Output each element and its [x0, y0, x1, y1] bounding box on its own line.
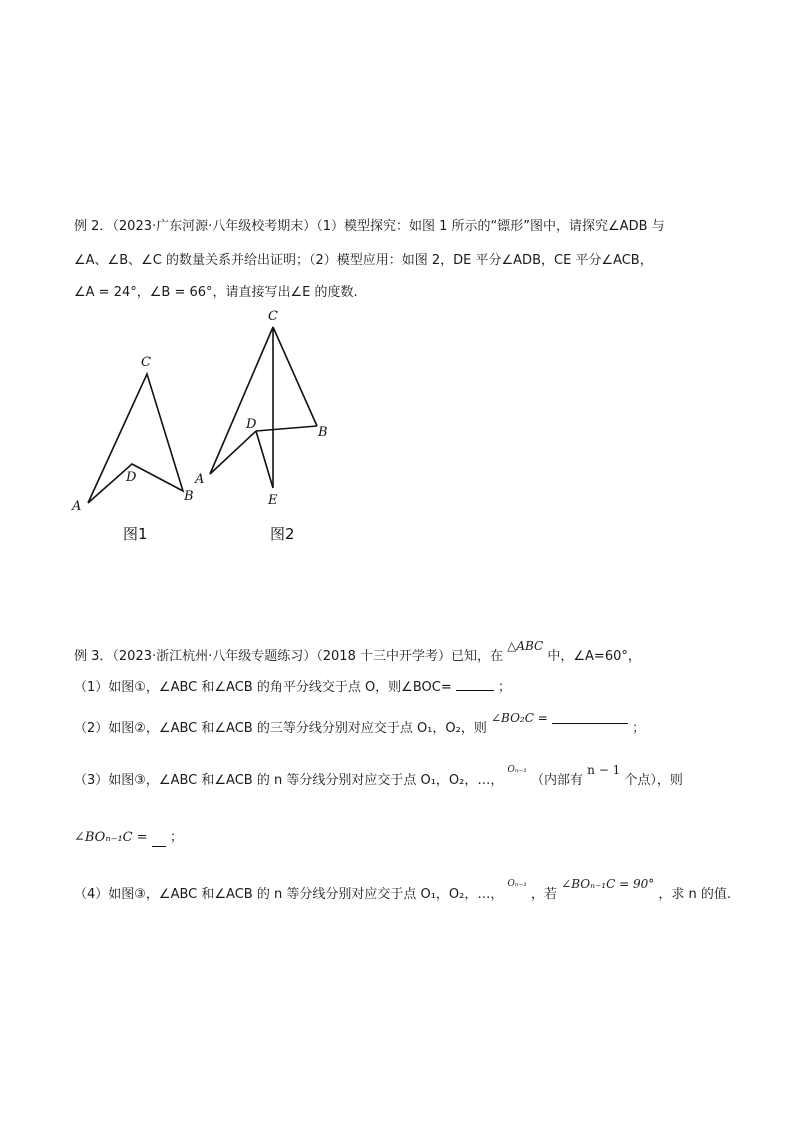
fig1-label-B: B	[184, 489, 194, 504]
q1-text: （1）如图①，∠ABC 和∠ACB 的角平分线交于点 O，则∠BOC=	[74, 680, 452, 695]
ex3-q3b	[74, 826, 183, 848]
q1-answer-blank[interactable]	[456, 676, 494, 691]
q2-math: ∠BO₂C =	[490, 711, 548, 725]
ex2-line-2: ∠A、∠B、∠C 的数量关系并给出证明；（2）模型应用：如图 2，DE 平分∠ADB，CE 平分∠ACB，	[74, 253, 653, 268]
fig2-label-D: D	[246, 417, 257, 432]
fig2-label-A: A	[195, 472, 205, 487]
fig1-label-D: D	[126, 470, 137, 485]
ex2-line-1: 例 2．（2023·广东河源·八年级校考期末）（1）模型探究：如图 1 所示的“镖形”图中，请探究∠ADB 与	[74, 219, 665, 234]
q3-on: Oₙ₋₁	[507, 765, 527, 775]
ex3-intro-angle: 中，∠A=60°，	[547, 649, 641, 664]
ex2-line-3: ∠A = 24°，∠B = 66°，请直接写出∠E 的度数.	[74, 285, 358, 300]
q4-math: ∠BOₙ₋₁C = 90°	[561, 877, 655, 891]
ex3-q1	[74, 676, 511, 698]
q4-on: Oₙ₋₁	[507, 879, 527, 889]
ex3-q3	[74, 763, 683, 792]
q3-end: 个点），则	[624, 773, 683, 788]
q4-mid: ，若	[531, 887, 558, 902]
q3-answer-blank[interactable]	[152, 832, 166, 847]
ex3-intro-text: 例 3．（2023·浙江杭州·八年级专题练习）（2018 十三中开学考）已知，在	[74, 649, 503, 664]
figure-2	[0, 0, 800, 560]
q4-end: ，求 n 的值.	[658, 887, 732, 902]
ex3-triangle: △ABC	[507, 639, 544, 653]
fig1-caption: 图1	[123, 525, 148, 543]
fig2-label-B: B	[318, 425, 328, 440]
q2-answer-blank[interactable]	[552, 709, 628, 724]
ex3-q4	[74, 877, 732, 906]
ex3-q2	[74, 711, 646, 739]
q3b-math: ∠BOₙ₋₁C =	[74, 830, 148, 845]
fig2-caption: 图2	[270, 525, 295, 543]
ex3-intro	[74, 639, 641, 667]
q2-text: （2）如图②，∠ABC 和∠ACB 的三等分线分别对应交于点 O₁，O₂，则	[74, 721, 487, 736]
fig1-label-C: C	[141, 355, 151, 370]
q4-text: （4）如图③，∠ABC 和∠ACB 的 n 等分线分别对应交于点 O₁，O₂，…，	[74, 887, 504, 902]
q3-n-minus-1: n − 1	[587, 763, 621, 777]
q3b-end: ；	[169, 830, 183, 845]
q3-text: （3）如图③，∠ABC 和∠ACB 的 n 等分线分别对应交于点 O₁，O₂，…，	[74, 773, 504, 788]
fig2-label-E: E	[268, 493, 278, 508]
q1-end: ；	[498, 680, 512, 695]
q2-end: ；	[632, 721, 646, 736]
fig1-label-A: A	[72, 499, 82, 514]
q3-mid: （内部有	[531, 773, 584, 788]
fig2-label-C: C	[268, 309, 278, 324]
